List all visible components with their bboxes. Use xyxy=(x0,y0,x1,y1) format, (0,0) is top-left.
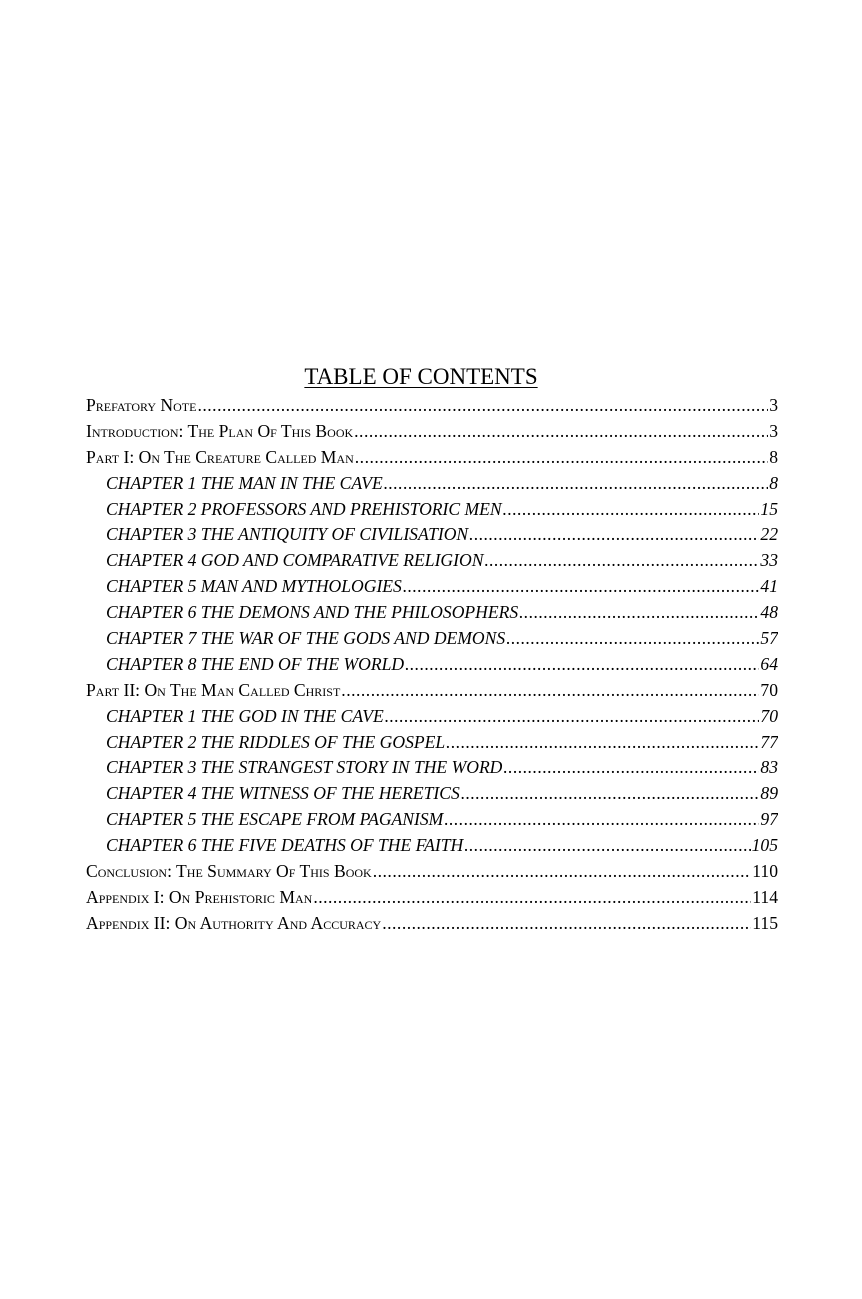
toc-entry-label: CHAPTER 5 MAN AND MYTHOLOGIES xyxy=(106,576,402,597)
toc-entry-label: CHAPTER 3 THE ANTIQUITY OF CIVILISATION xyxy=(106,524,469,545)
toc-entry-label: CHAPTER 4 THE WITNESS OF THE HERETICS xyxy=(106,783,460,804)
toc-entry-label: CHAPTER 7 THE WAR OF THE GODS AND DEMONS xyxy=(106,628,506,649)
toc-entry-label: Appendix II: On Authority And Accuracy xyxy=(86,912,382,933)
dot-leader xyxy=(503,497,760,523)
dot-leader xyxy=(405,652,759,678)
dot-leader xyxy=(484,548,759,574)
dot-leader xyxy=(469,522,759,548)
toc-entry-page: 22 xyxy=(760,524,778,545)
dot-leader xyxy=(341,678,759,704)
toc-entry-page: 110 xyxy=(752,861,778,882)
dot-leader xyxy=(382,911,751,937)
toc-entry-prefatory-note[interactable] xyxy=(86,393,778,419)
toc-entry-page: 8 xyxy=(769,472,778,493)
dot-leader xyxy=(464,833,750,859)
toc-entry-page: 70 xyxy=(760,705,778,726)
toc-entry-label: CHAPTER 1 THE MAN IN THE CAVE xyxy=(106,472,383,493)
toc-entry-label: Prefatory Note xyxy=(86,395,197,415)
toc-entry-appendix-2[interactable] xyxy=(86,911,778,937)
dot-leader xyxy=(373,859,752,885)
dot-leader xyxy=(197,393,768,419)
toc-entry-part-1[interactable] xyxy=(86,445,778,471)
toc-entry-part1-chapter-8[interactable] xyxy=(86,652,778,678)
toc-entry-label: CHAPTER 2 THE RIDDLES OF THE GOSPEL xyxy=(106,731,446,752)
dot-leader xyxy=(384,471,768,497)
toc-entry-appendix-1[interactable] xyxy=(86,885,778,911)
dot-leader xyxy=(506,626,759,652)
toc-list xyxy=(86,393,778,937)
dot-leader xyxy=(313,885,751,911)
toc-entry-part1-chapter-4[interactable] xyxy=(86,548,778,574)
toc-entry-label: Part II: On The Man Called Christ xyxy=(86,679,341,700)
dot-leader xyxy=(519,600,759,626)
toc-entry-part-2[interactable] xyxy=(86,678,778,704)
toc-entry-page: 77 xyxy=(760,731,778,752)
toc-entry-page: 15 xyxy=(760,498,778,519)
toc-entry-part1-chapter-5[interactable] xyxy=(86,574,778,600)
toc-entry-part2-chapter-2[interactable] xyxy=(86,730,778,756)
toc-entry-label: CHAPTER 6 THE DEMONS AND THE PHILOSOPHERS xyxy=(106,602,519,623)
toc-entry-page: 48 xyxy=(760,602,778,623)
toc-entry-part1-chapter-3[interactable] xyxy=(86,522,778,548)
toc-entry-page: 115 xyxy=(752,912,778,933)
toc-entry-page: 41 xyxy=(760,576,778,597)
toc-entry-part1-chapter-7[interactable] xyxy=(86,626,778,652)
toc-entry-part1-chapter-1[interactable] xyxy=(86,471,778,497)
toc-entry-page: 114 xyxy=(752,886,778,907)
toc-entry-label: CHAPTER 1 THE GOD IN THE CAVE xyxy=(106,705,384,726)
toc-entry-label: CHAPTER 4 GOD AND COMPARATIVE RELIGION xyxy=(106,550,484,571)
toc-entry-page: 33 xyxy=(760,550,778,571)
toc-entry-introduction[interactable] xyxy=(86,419,778,445)
toc-heading xyxy=(0,362,842,392)
toc-entry-conclusion[interactable] xyxy=(86,859,778,885)
toc-entry-page: 70 xyxy=(760,679,778,700)
toc-entry-label: CHAPTER 2 PROFESSORS AND PREHISTORIC MEN xyxy=(106,498,502,519)
toc-entry-part2-chapter-3[interactable] xyxy=(86,755,778,781)
dot-leader xyxy=(444,807,759,833)
toc-entry-label: Appendix I: On Prehistoric Man xyxy=(86,886,313,907)
toc-entry-page: 105 xyxy=(751,835,778,856)
dot-leader xyxy=(355,445,768,471)
toc-entry-page: 3 xyxy=(769,420,778,441)
dot-leader xyxy=(403,574,760,600)
toc-entry-label: CHAPTER 6 THE FIVE DEATHS OF THE FAITH xyxy=(106,835,464,856)
toc-entry-page: 83 xyxy=(760,757,778,778)
dot-leader xyxy=(354,419,768,445)
toc-entry-page: 64 xyxy=(760,653,778,674)
dot-leader xyxy=(503,755,759,781)
toc-entry-part2-chapter-5[interactable] xyxy=(86,807,778,833)
toc-entry-page: 97 xyxy=(760,809,778,830)
dot-leader xyxy=(385,704,760,730)
toc-entry-label: CHAPTER 5 THE ESCAPE FROM PAGANISM xyxy=(106,809,444,830)
toc-entry-label: Introduction: The Plan Of This Book xyxy=(86,420,354,441)
toc-entry-label: CHAPTER 8 THE END OF THE WORLD xyxy=(106,653,405,674)
toc-entry-part2-chapter-6[interactable] xyxy=(86,833,778,859)
toc-entry-part2-chapter-4[interactable] xyxy=(86,781,778,807)
toc-entry-part2-chapter-1[interactable] xyxy=(86,704,778,730)
toc-entry-page: 57 xyxy=(760,628,778,649)
dot-leader xyxy=(446,730,759,756)
toc-entry-page: 89 xyxy=(760,783,778,804)
dot-leader xyxy=(461,781,760,807)
toc-title: TABLE OF CONTENTS xyxy=(304,364,538,389)
toc-entry-part1-chapter-6[interactable] xyxy=(86,600,778,626)
toc-entry-page: 8 xyxy=(769,446,778,467)
toc-entry-page: 3 xyxy=(769,395,778,415)
toc-entry-label: Conclusion: The Summary Of This Book xyxy=(86,861,372,882)
toc-entry-label: Part I: On The Creature Called Man xyxy=(86,446,354,467)
toc-entry-part1-chapter-2[interactable] xyxy=(86,497,778,523)
toc-entry-label: CHAPTER 3 THE STRANGEST STORY IN THE WORD xyxy=(106,757,503,778)
